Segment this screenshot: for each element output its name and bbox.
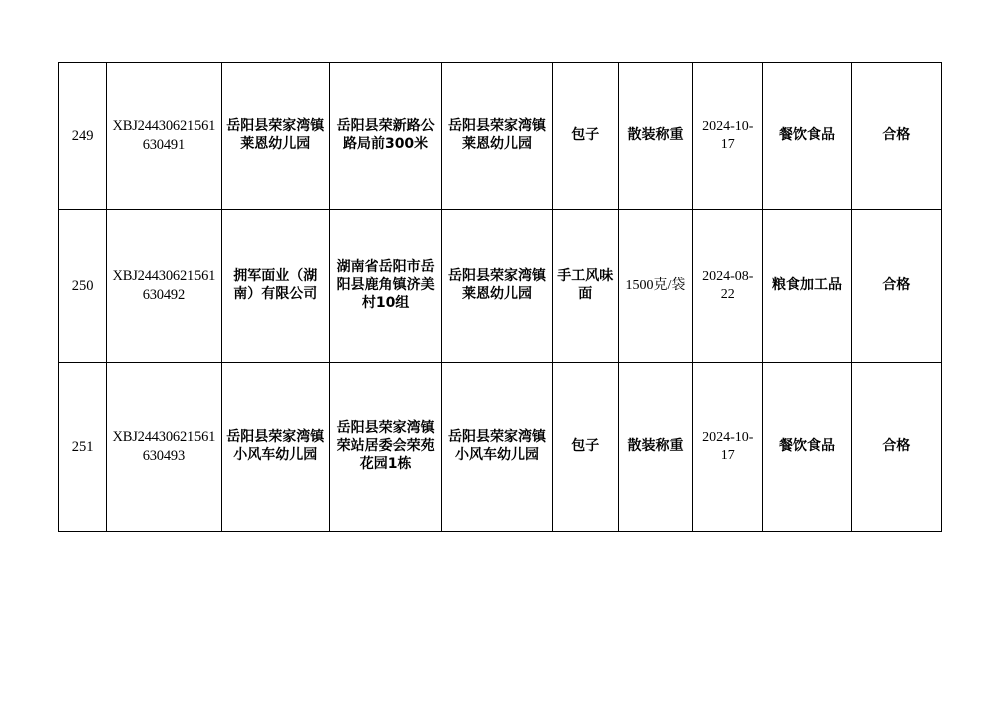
food-name: 手工风味面 <box>552 210 618 363</box>
sampled-unit-name: 岳阳县荣家湾镇莱恩幼儿园 <box>221 63 329 210</box>
production-date: 2024-10-17 <box>693 63 763 210</box>
sampled-unit-name: 岳阳县荣家湾镇小风车幼儿园 <box>221 363 329 532</box>
table-row <box>59 210 942 363</box>
sampled-unit-name: 拥军面业（湖南）有限公司 <box>221 210 329 363</box>
sample-code: XBJ24430621561630492 <box>107 210 221 363</box>
sampled-unit-address: 岳阳县荣家湾镇荣站居委会荣苑花园1栋 <box>329 363 441 532</box>
specification: 1500克/袋 <box>618 210 692 363</box>
row-index: 251 <box>59 363 107 532</box>
producer-name: 岳阳县荣家湾镇莱恩幼儿园 <box>442 210 552 363</box>
food-name: 包子 <box>552 363 618 532</box>
specification: 散装称重 <box>618 63 692 210</box>
food-category: 粮食加工品 <box>763 210 851 363</box>
table-row <box>59 63 942 210</box>
specification: 散装称重 <box>618 363 692 532</box>
producer-name: 岳阳县荣家湾镇小风车幼儿园 <box>442 363 552 532</box>
row-index: 249 <box>59 63 107 210</box>
producer-name: 岳阳县荣家湾镇莱恩幼儿园 <box>442 63 552 210</box>
sampled-unit-address: 湖南省岳阳市岳阳县鹿角镇济美村10组 <box>329 210 441 363</box>
inspection-results-table <box>58 62 942 532</box>
food-category: 餐饮食品 <box>763 363 851 532</box>
production-date: 2024-08-22 <box>693 210 763 363</box>
production-date: 2024-10-17 <box>693 363 763 532</box>
inspection-result: 合格 <box>851 363 941 532</box>
inspection-result: 合格 <box>851 210 941 363</box>
sample-code: XBJ24430621561630491 <box>107 63 221 210</box>
sample-code: XBJ24430621561630493 <box>107 363 221 532</box>
inspection-result: 合格 <box>851 63 941 210</box>
sampled-unit-address: 岳阳县荣新路公路局前300米 <box>329 63 441 210</box>
row-index: 250 <box>59 210 107 363</box>
report-table-container <box>58 62 942 532</box>
food-name: 包子 <box>552 63 618 210</box>
table-row <box>59 363 942 532</box>
food-category: 餐饮食品 <box>763 63 851 210</box>
